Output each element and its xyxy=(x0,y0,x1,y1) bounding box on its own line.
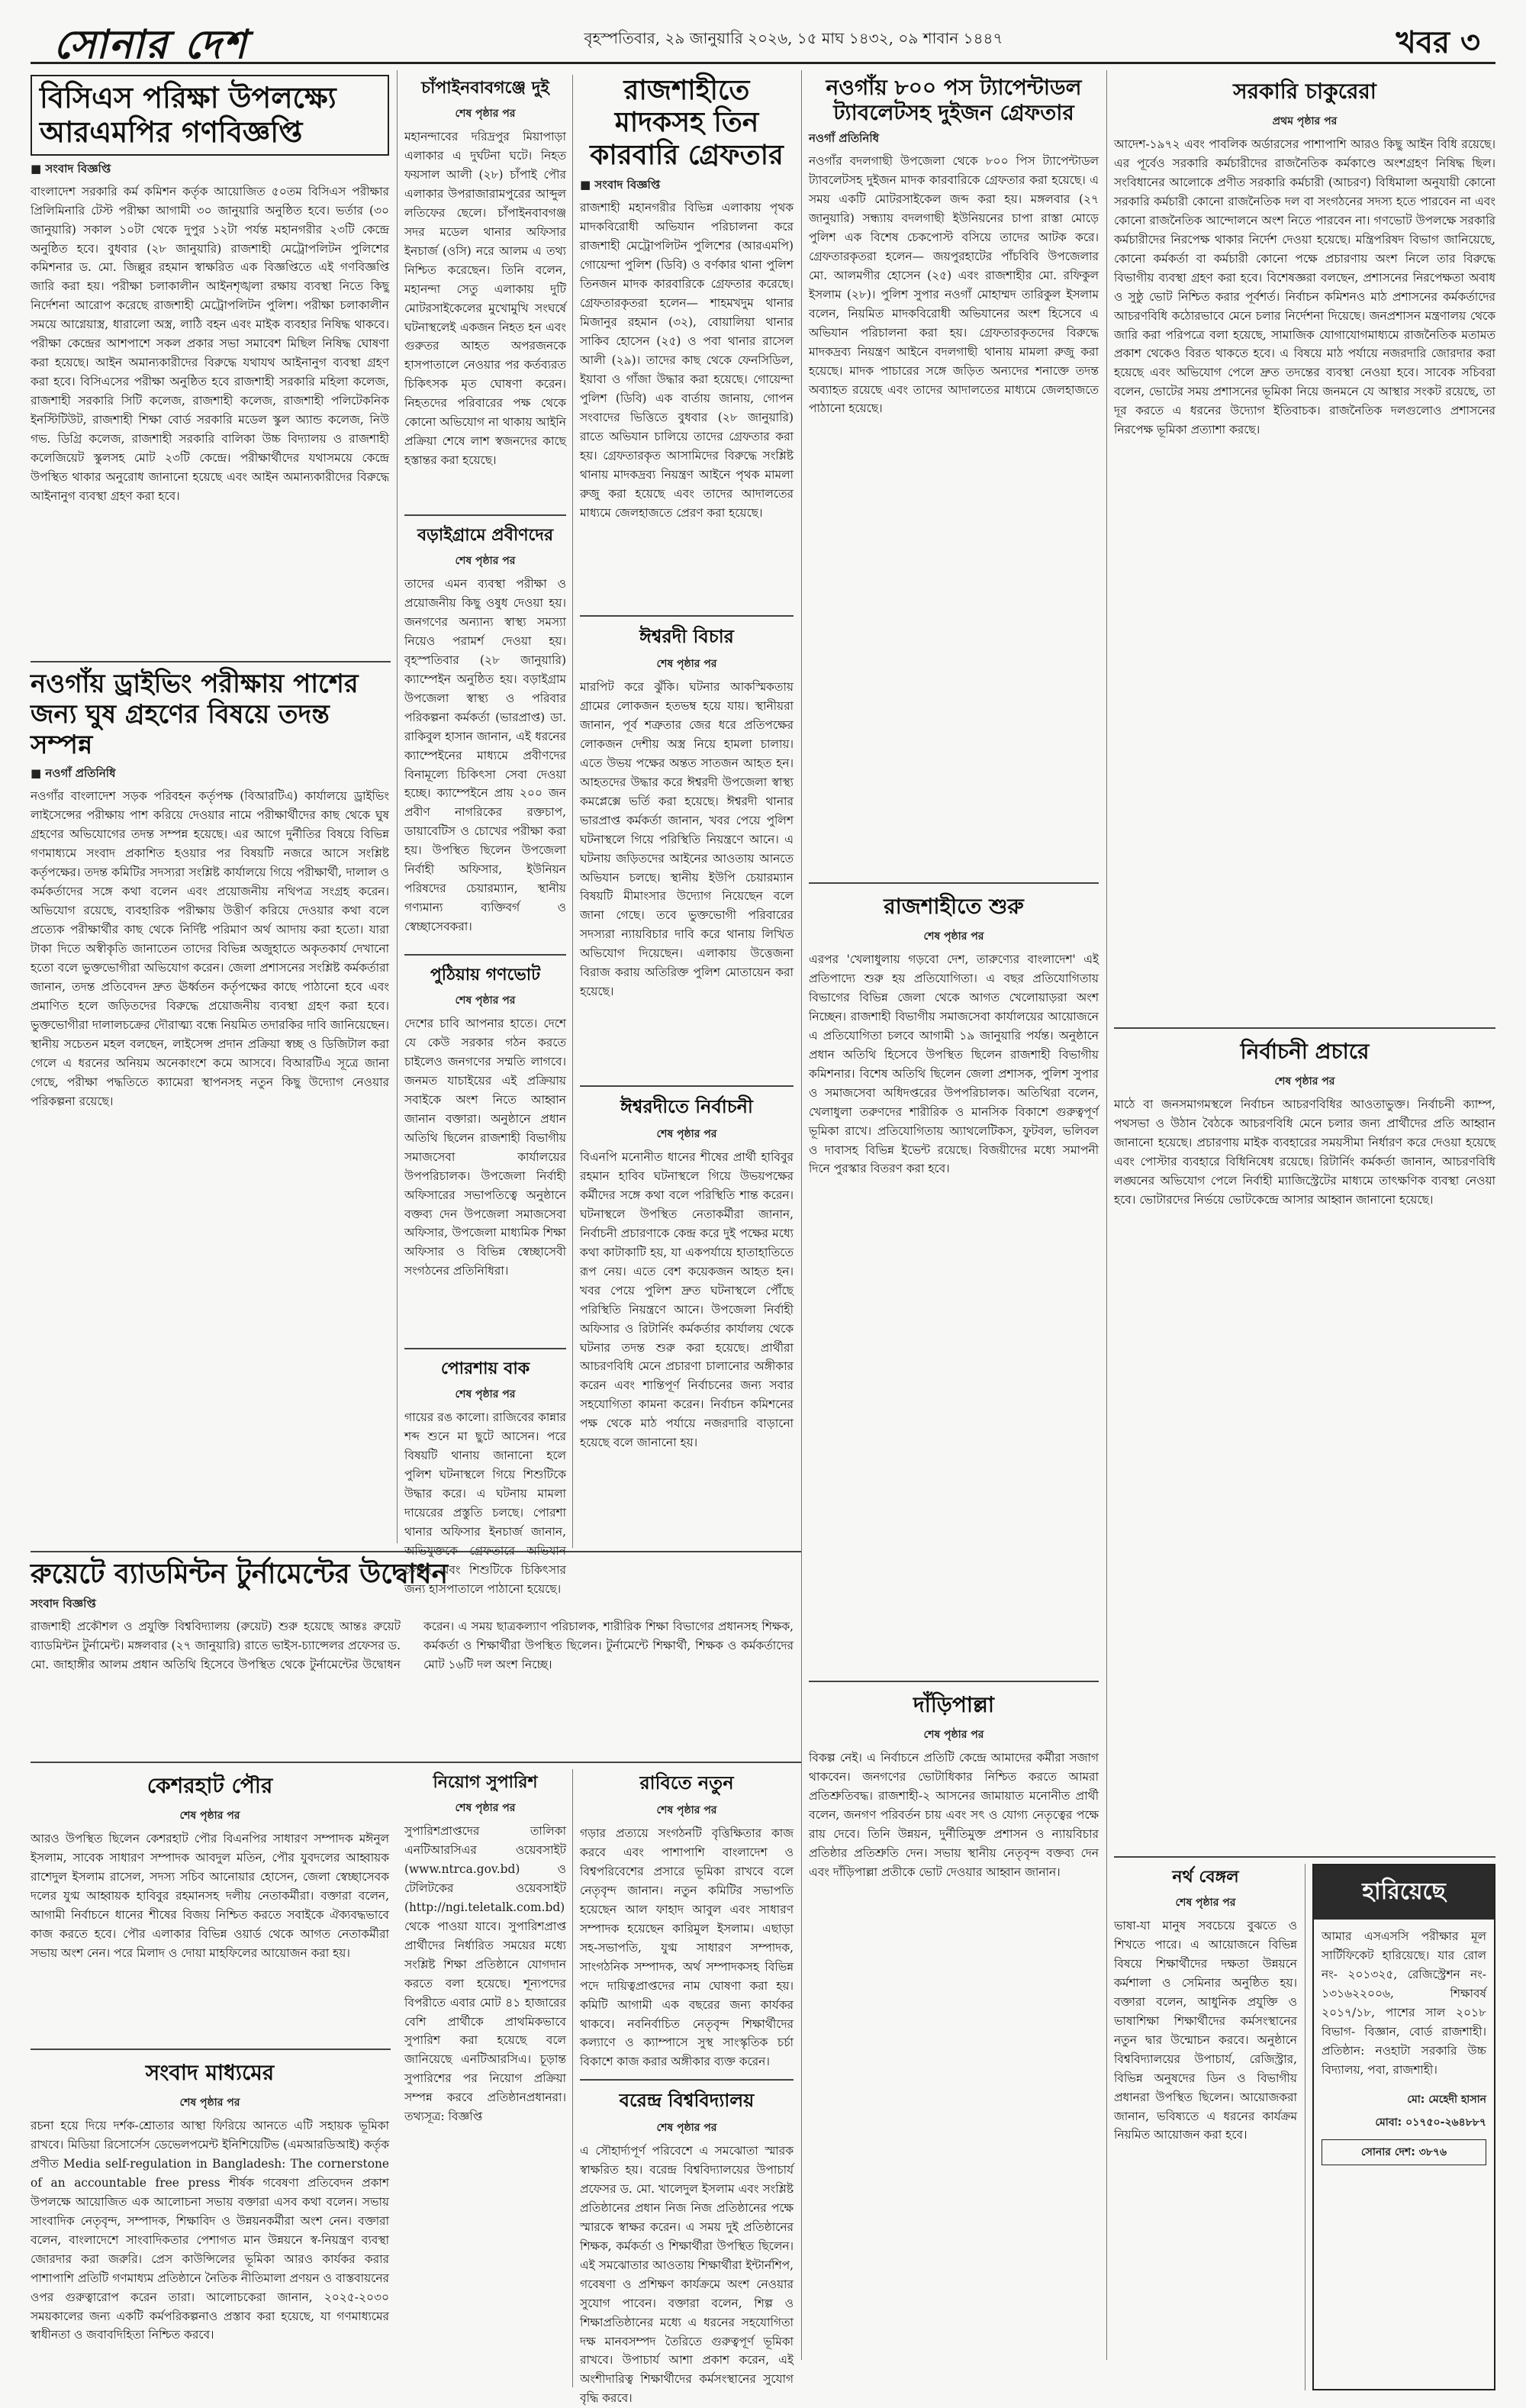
continued-label: শেষ পৃষ্ঠার পর xyxy=(656,1128,717,1140)
article-body: দেশের চাবি আপনার হাতে। দেশে যে কেউ সরকার গঠন করতে চাইলেও জনগণের সম্মতি লাগবে। জনমত যাচাইয়ের এই প্রক্রিয়ায় সবাইকে অংশ নিতে আহ্বান জানান বক্তারা। অনুষ্ঠানে প্রধান অতিথি ছিলেন রাজশাহী বিভাগীয় সমাজসেবা কার্যালয়ের উপপরিচালক। উপজেলা নির্বাহী অফিসারের সভাপতিত্বে অনুষ্ঠানে বক্তব্য দেন উপজেলা সমাজসেবা অফিসার, উপজেলা মাধ্যমিক শিক্ষা অফিসার ও বিভিন্ন স্বেচ্ছাসেবী সংগঠনের প্রতিনিধিরা। xyxy=(404,1017,566,1278)
lost-notice-body: আমার এসএসসি পরীক্ষার মূল সার্টিফিকেট হারিয়েছে। যার রোল নং- ২০১৩২৫, রেজিস্ট্রেশন নং- ১৩১৬২২০০৬, শিক্ষাবর্ষ ২০১৭/১৮, পাশের সাল ২০১৮ বিভাগ- বিজ্ঞান, বোর্ড রাজশাহী। প্রতিষ্ঠান: নওহাটা সরকারি উচ্চ বিদ্যালয়, পবা, রাজশাহী। xyxy=(1322,1929,1486,2077)
story-ishwardi-trial xyxy=(580,623,794,1081)
headline: সংবাদ মাধ্যমের xyxy=(145,2060,275,2085)
headline: পুঠিয়ায় গণভোট xyxy=(430,965,541,985)
story-ishwardi-election xyxy=(580,1093,794,1547)
story-porsha xyxy=(404,1356,566,1596)
headline: নওগাঁয় ৮০০ পস ট্যাপেন্টাডল ট্যাবলেটসহ দুইজন গ্রেফতার xyxy=(826,75,1082,126)
article-body: এ সৌহার্দ্যপূর্ণ পরিবেশে এ সমঝোতা স্মারক স্বাক্ষরিত হয়। বরেন্দ্র বিশ্ববিদ্যালয়ের উপাচার্য প্রফেসর ড. মো. খালেদুল ইসলাম এবং সংশ্লিষ্ট প্রতিষ্ঠানের প্রধান নিজ নিজ প্রতিষ্ঠানের পক্ষে স্মারকে স্বাক্ষর করেন। এ সময় দুই প্রতিষ্ঠানের শিক্ষক, কর্মকর্তা ও শিক্ষার্থীরা উপস্থিত ছিলেন। এই সমঝোতার আওতায় শিক্ষার্থীরা ইন্টার্নশিপ, গবেষণা ও প্রশিক্ষণ কার্যক্রমে অংশ নেওয়ার সুযোগ পাবেন। বক্তারা বলেন, শিল্প ও শিক্ষাপ্রতিষ্ঠানের মধ্যে এ ধরনের সহযোগিতা দক্ষ মানবসম্পদ তৈরিতে গুরুত্বপূর্ণ ভূমিকা রাখবে। উপাচার্য আশা প্রকাশ করেন, এই অংশীদারিত্ব শিক্ষার্থীদের কর্মসংস্থানের সুযোগ বৃদ্ধি করবে। xyxy=(580,2144,794,2406)
story-rabi-new xyxy=(580,1769,794,2074)
continued-label: শেষ পৃষ্ঠার পর xyxy=(455,108,516,120)
headline: রুয়েটে ব্যাডমিন্টন টুর্নামেন্টের উদ্বোধন xyxy=(31,1559,449,1590)
article-body: সুপারিশপ্রাপ্তদের তালিকা এনটিআরসিএর ওয়েবসাইট (www.ntrca.gov.bd) ও টেলিটকের ওয়েবসাইট (http://ngi.teletalk.com.bd) থেকে পাওয়া যাবে। সুপারিশপ্রাপ্ত প্রার্থীদের নির্ধারিত সময়ের মধ্যে সংশ্লিষ্ট শিক্ষা প্রতিষ্ঠানে যোগদান করতে বলা হয়েছে। শূন্যপদের বিপরীতে এবার মোট ৪১ হাজারের বেশি প্রার্থীকে প্রাথমিকভাবে সুপারিশ করা হয়েছে বলে জানিয়েছে এনটিআরসিএ। চূড়ান্ত সুপারিশের পর নিয়োগ প্রক্রিয়া সম্পন্ন করবে প্রতিষ্ঠানপ্রধানরা। তথ্যসূত্র: বিজ্ঞপ্তি xyxy=(404,1824,566,2124)
story-media xyxy=(31,2056,389,2392)
continued-label: প্রথম পৃষ্ঠার পর xyxy=(1272,115,1338,127)
masthead xyxy=(31,11,1495,68)
article-body: নওগাঁর বাংলাদেশ সড়ক পরিবহন কর্তৃপক্ষ (বিআরটিএ) কার্যালয়ে ড্রাইভিং লাইসেন্সের পরীক্ষায় পাশ করিয়ে দেওয়ার নামে পরীক্ষার্থীদের কাছ থেকে ঘুষ গ্রহণের অভিযোগের তদন্ত সম্পন্ন হয়েছে। এর আগে দুর্নীতির বিষয়ে বিভিন্ন গণমাধ্যমে সংবাদ প্রকাশিত হওয়ার পর বিষয়টি নজরে আসে সংশ্লিষ্ট কর্তৃপক্ষের। তদন্ত কমিটির সদস্যরা সংশ্লিষ্ট কার্যালয়ে গিয়ে পরীক্ষার্থী, দালাল ও কর্মকর্তাদের সঙ্গে কথা বলেন এবং প্রয়োজনীয় নথিপত্র সংগ্রহ করেন। অভিযোগ রয়েছে, ব্যবহারিক পরীক্ষায় উত্তীর্ণ করিয়ে দেওয়ার কথা বলে প্রত্যেক পরীক্ষার্থীর কাছ থেকে নির্দিষ্ট পরিমাণ অর্থ আদায় করা হতো। যারা টাকা দিতে অস্বীকৃতি জানাতেন তাদের বিভিন্ন অজুহাতে অকৃতকার্য দেখানো হতো বলে ভুক্তভোগীরা অভিযোগ করেন। জেলা প্রশাসনের সংশ্লিষ্ট কর্মকর্তারা জানান, তদন্ত প্রতিবেদন দ্রুত ঊর্ধ্বতন কর্তৃপক্ষের কাছে পাঠানো হবে এবং প্রমাণিত হলে জড়িতদের বিরুদ্ধে প্রয়োজনীয় ব্যবস্থা গ্রহণ করা হবে। ভুক্তভোগীরা দালালচক্রের দৌরাত্ম্য বন্ধে নিয়মিত তদারকির দাবি জানিয়েছেন। স্থানীয় সচেতন মহল বলছেন, লাইসেন্স প্রদান প্রক্রিয়া স্বচ্ছ ও ডিজিটাল করা গেলে এ ধরনের অনিয়ম অনেকাংশে কমে আসবে। বিআরটিএ সূত্রে জানা গেছে, পরীক্ষা পদ্ধতিতে ক্যামেরা স্থাপনসহ নতুন কিছু উদ্যোগ নেওয়ার পরিকল্পনা রয়েছে। xyxy=(31,789,390,1108)
story-bcs-notice xyxy=(31,75,389,655)
headline: পোরশায় বাক xyxy=(440,1359,530,1378)
continued-label: শেষ পৃষ্ঠার পর xyxy=(455,555,516,567)
headline: বিসিএস পরিক্ষা উপলক্ষ্যে আরএমপির গণবিজ্ঞপ্তি xyxy=(31,75,389,156)
headline: রাজশাহীতে মাদকসহ তিন কারবারি গ্রেফতার xyxy=(590,75,784,171)
lost-notice-name: মো: মেহেদী হাসান xyxy=(1407,2093,1486,2106)
continued-label: শেষ পৃষ্ঠার পর xyxy=(656,2122,717,2134)
continued-label: শেষ পৃষ্ঠার পর xyxy=(656,1804,717,1816)
continued-label: শেষ পৃষ্ঠার পর xyxy=(923,930,984,943)
byline: ■ সংবাদ বিজ্ঞপ্তি xyxy=(580,178,661,192)
story-barendra xyxy=(580,2087,794,2406)
headline: কেশরহাট পৌর xyxy=(146,1773,273,1798)
headline: ঈশ্বরদী বিচার xyxy=(639,626,734,647)
article-body: তাদের এমন ব্যবস্থা পরীক্ষা ও প্রয়োজনীয় কিছু ওষুধ দেওয়া হয়। জনগণের অন্যান্য স্বাস্থ্য সমস্যা নিয়েও পরামর্শ দেওয়া হয়। বৃহস্পতিবার (২৮ জানুয়ারি) ক্যাম্পেইন অনুষ্ঠিত হয়। বড়াইগ্রাম উপজেলা স্বাস্থ্য ও পরিবার পরিকল্পনা কর্মকর্তা (ভারপ্রাপ্ত) ডা. রাকিবুল হাসান জানান, এই ধরনের ক্যাম্পেইনের মাধ্যমে প্রবীণদের বিনামূল্যে চিকিৎসা সেবা দেওয়া হচ্ছে। ক্যাম্পেইনে প্রায় ২০০ জন প্রবীণ নাগরিকের রক্তচাপ, ডায়াবেটিস ও চোখের পরীক্ষা করা হয়। উপস্থিত ছিলেন উপজেলা নির্বাহী অফিসার, ইউনিয়ন পরিষদের চেয়ারম্যান, স্থানীয় গণ্যমান্য ব্যক্তিবর্গ ও স্বেচ্ছাসেবকরা। xyxy=(404,577,566,934)
article-body: মারপিট করে ঝুঁকি। ঘটনার আকস্মিকতায় গ্রামের লোকজন হতভম্ব হয়ে যায়। স্থানীয়রা জানান, পূর্ব শত্রুতার জের ধরে প্রতিপক্ষের লোকজন দেশীয় অস্ত্র নিয়ে হামলা চালায়। এতে উভয় পক্ষের অন্তত সাতজন আহত হন। আহতদের উদ্ধার করে ঈশ্বরদী উপজেলা স্বাস্থ্য কমপ্লেক্সে ভর্তি করা হয়েছে। ঈশ্বরদী থানার ভারপ্রাপ্ত কর্মকর্তা জানান, খবর পেয়ে পুলিশ ঘটনাস্থলে গিয়ে পরিস্থিতি নিয়ন্ত্রণে আনে। এ ঘটনায় জড়িতদের আইনের আওতায় আনতে অভিযান চলছে। স্থানীয় ইউপি চেয়ারম্যান বিষয়টি মীমাংসার উদ্যোগ নিয়েছেন বলে জানা গেছে। তবে ভুক্তভোগী পরিবারের সদস্যরা ন্যায়বিচার দাবি করে থানায় লিখিত অভিযোগ দিয়েছেন। এলাকায় উত্তেজনা বিরাজ করায় অতিরিক্ত পুলিশ মোতায়েন করা হয়েছে। xyxy=(580,680,794,999)
headline: নর্থ বেঙ্গল xyxy=(1172,1868,1239,1887)
article-body: বাংলাদেশ সরকারি কর্ম কমিশন কর্তৃক আয়োজিত ৫০তম বিসিএস পরীক্ষার প্রিলিমিনারি টেস্ট পরীক্ষা আগামী ৩০ জানুয়ারি অনুষ্ঠিত হবে। ভর্তার (৩০ জানুয়ারি) সকাল ১০টা থেকে দুপুর ১২টা পর্যন্ত মহানগরীর ২৩টি কেন্দ্রে অনুষ্ঠিত হবে। বুধবার (২৮ জানুয়ারি) রাজশাহী মেট্রোপলিটন পুলিশের কমিশনার ড. মো. জিল্লুর রহমান স্বাক্ষরিত এক বিজ্ঞপ্তিতে এই গণবিজ্ঞপ্তি জারি করা হয়। পরীক্ষা চলাকালীন আইনশৃঙ্খলা রক্ষায় ব্যবস্থা নিতে কিছু নির্দেশনা আরোপ করেছে রাজশাহী মেট্রোপলিটন পুলিশ। পরীক্ষা চলাকালীন সময়ে আগ্নেয়াস্ত্র, ধারালো অস্ত্র, লাঠি বহন এবং মাইক ব্যবহার নিষিদ্ধ থাকবে। পরীক্ষা কেন্দ্রের আশপাশে সকল প্রকার সভা সমাবেশ মিছিল নিষিদ্ধ ঘোষণা করা হয়েছে। আইন অমান্যকারীদের বিরুদ্ধে যথাযথ আইনানুগ ব্যবস্থা গ্রহণ করা হবে। বিসিএসের পরীক্ষা অনুষ্ঠিত হবে রাজশাহী সরকারি মহিলা কলেজ, রাজশাহী সরকারি সিটি কলেজ, রাজশাহী কলেজ, রাজশাহী পলিটেকনিক ইনস্টিটিউট, রাজশাহী শিক্ষা বোর্ড সরকারি মডেল স্কুল অ্যান্ড কলেজ, নিউ গভ. ডিগ্রি কলেজ, রাজশাহী সরকারি বালিকা উচ্চ বিদ্যালয় ও রাজশাহী কলেজিয়েট স্কুলসহ মোট ২৩টি কেন্দ্রে। পরীক্ষার্থীদের যথাসময়ে কেন্দ্রে উপস্থিত থাকার অনুরোধ জানানো হয়েছে এবং আইন অমান্যকারীদের বিরুদ্ধে আইনানুগ ব্যবস্থা গ্রহণ করা হবে। xyxy=(31,184,389,503)
article-body: মাঠে বা জনসমাগমস্থলে নির্বাচন আচরণবিধির আওতাভুক্ত। নির্বাচনী ক্যাম্প, পথসভা ও উঠান বৈঠকে আচরণবিধি মেনে চলার জন্য প্রার্থীদের প্রতি আহ্বান জানানো হয়েছে। প্রচারণায় মাইক ব্যবহারের সময়সীমা নির্ধারণ করে দেওয়া হয়েছে এবং পোস্টার ব্যবহারে বিধিনিষেধ রয়েছে। রিটার্নিং কর্মকর্তা জানান, আচরণবিধি লঙ্ঘনের অভিযোগ পেলে নির্বাহী ম্যাজিস্ট্রেটের মাধ্যমে তাৎক্ষণিক ব্যবস্থা নেওয়া হবে। ভোটারদের নির্ভয়ে ভোটকেন্দ্রে আসার আহ্বান জানানো হয়েছে। xyxy=(1114,1098,1495,1207)
headline: রাজশাহীতে শুরু xyxy=(884,894,1024,919)
dateline: বৃহস্পতিবার, ২৯ জানুয়ারি ২০২৬, ১৫ মাঘ ১৪৩২, ০৯ শাবান ১৪৪৭ xyxy=(584,29,1003,47)
article-body: আদেশ-১৯৭২ এবং পাবলিক অর্ডারসের পাশাপাশি আরও কিছু আইন বিধি রয়েছে। এর পূর্বেও সরকারি কর্মচারীদের রাজনৈতিক কর্মকাণ্ডে অংশগ্রহণ নিষিদ্ধ ছিল। সংবিধানের আলোকে প্রণীত সরকারি কর্মচারী (আচরণ) বিধিমালা অনুযায়ী কোনো সরকারি কর্মচারী কোনো রাজনৈতিক দল বা সংগঠনের সদস্য হতে পারবেন না এবং কোনো রাজনৈতিক আন্দোলনে অংশ নিতে পারবেন না। গণভোট উপলক্ষে সরকারি কর্মচারীদের নিরপেক্ষ থাকার নির্দেশ দেওয়া হয়েছে। মন্ত্রিপরিষদ বিভাগ জানিয়েছে, কোনো কর্মকর্তা বা কর্মচারী কোনো পক্ষে প্রচারণায় অংশ নিলে তার বিরুদ্ধে বিভাগীয় ব্যবস্থা গ্রহণ করা হবে। বিশেষজ্ঞরা বলছেন, প্রশাসনের নিরপেক্ষতা অবাধ ও সুষ্ঠু ভোট নিশ্চিত করার পূর্বশর্ত। নির্বাচন কমিশনও মাঠ প্রশাসনের কর্মকর্তাদের আচরণবিধি কঠোরভাবে মেনে চলার নির্দেশনা দিয়েছে। জনপ্রশাসন মন্ত্রণালয় থেকে জারি করা পরিপত্রে বলা হয়েছে, সামাজিক যোগাযোগমাধ্যমে রাজনৈতিক মতামত প্রকাশ থেকেও বিরত থাকতে হবে। এ বিষয়ে মাঠ পর্যায়ে নজরদারি জোরদার করা হয়েছে এবং অভিযোগ পেলে দ্রুত তদন্তের ব্যবস্থা নেওয়া হবে। সাবেক সচিবরা বলেন, ভোটের সময় প্রশাসনের ভূমিকা নিয়ে জনমনে যে আস্থার সংকট রয়েছে, তা দূর করতে এ ধরনের উদ্যোগ ইতিবাচক। রাজনৈতিক দলগুলোও প্রশাসনের নিরপেক্ষ ভূমিকা প্রত্যাশা করছে। xyxy=(1114,137,1495,437)
article-body: বিএনপি মনোনীত ধানের শীষের প্রার্থী হাবিবুর রহমান হাবিব ঘটনাস্থলে গিয়ে উভয়পক্ষের কর্মীদের সঙ্গে কথা বলে পরিস্থিতি শান্ত করেন। ঘটনাস্থলে উপস্থিত নেতাকর্মীরা জানান, নির্বাচনী প্রচারণাকে কেন্দ্র করে দুই পক্ষের মধ্যে কথা কাটাকাটি হয়, যা একপর্যায়ে হাতাহাতিতে রূপ নেয়। এতে বেশ কয়েকজন আহত হন। খবর পেয়ে পুলিশ দ্রুত ঘটনাস্থলে পৌঁছে পরিস্থিতি নিয়ন্ত্রণে আনে। উপজেলা নির্বাহী অফিসার ও রিটার্নিং কর্মকর্তার কার্যালয় থেকে ঘটনার তদন্ত শুরু করা হয়েছে। প্রার্থীরা আচরণবিধি মেনে প্রচারণা চালানোর অঙ্গীকার করেন এবং শান্তিপূর্ণ নির্বাচনের জন্য সবার সহযোগিতা কামনা করেন। নির্বাচন কমিশনের পক্ষ থেকে মাঠ পর্যায়ে নজরদারি বাড়ানো হয়েছে বলে জানানো হয়। xyxy=(580,1150,794,1450)
story-rajshahi-drugs xyxy=(580,75,794,609)
story-keshorhat xyxy=(31,1769,389,2044)
headline: বড়াইগ্রামে প্রবীণদের xyxy=(417,526,554,545)
story-baraigram xyxy=(404,522,566,949)
continued-label: শেষ পৃষ্ঠার পর xyxy=(179,2097,240,2109)
continued-label: শেষ পৃষ্ঠার পর xyxy=(1175,1897,1236,1909)
lost-notice-title: হারিয়েছে xyxy=(1314,1865,1494,1920)
headline: চাঁপাইনবাবগঞ্জে দুই xyxy=(421,79,549,98)
continued-label: শেষ পৃষ্ঠার পর xyxy=(455,1388,516,1401)
headline: ঈশ্বরদীতে নির্বাচনী xyxy=(620,1096,753,1117)
continued-label: শেষ পৃষ্ঠার পর xyxy=(455,1802,516,1814)
continued-label: শেষ পৃষ্ঠার পর xyxy=(179,1810,240,1822)
article-body: ভাষা-যা মানুষ সবচেয়ে বুঝতে ও শিখতে পারে। এ আয়োজনে বিভিন্ন বিষয়ে শিক্ষার্থীদের দক্ষতা উন্নয়নে কর্মশালা ও সেমিনার অনুষ্ঠিত হয়। বক্তারা বলেন, আধুনিক প্রযুক্তি ও ভাষাশিক্ষা শিক্ষার্থীদের কর্মসংস্থানের নতুন দ্বার উন্মোচন করবে। অনুষ্ঠানে বিশ্ববিদ্যালয়ের উপাচার্য, রেজিস্ট্রার, বিভিন্ন অনুষদের ডিন ও বিভাগীয় প্রধানরা উপস্থিত ছিলেন। আয়োজকরা জানান, ভবিষ্যতে এ ধরনের কার্যক্রম নিয়মিত আয়োজন করা হবে। xyxy=(1114,1919,1297,2142)
story-ntrca xyxy=(404,1769,566,2387)
story-puthia xyxy=(404,962,566,1343)
article-body: এরপর 'খেলাধুলায় গড়বো দেশ, তারুণ্যের বাংলাদেশ' এই প্রতিপাদ্যে শুরু হয় প্রতিযোগিতা। এ বছর প্রতিযোগিতায় বিভাগের বিভিন্ন জেলা থেকে আগত খেলোয়াড়রা অংশ নিচ্ছেন। রাজশাহী বিভাগীয় সমাজসেবা কার্যালয়ের আয়োজনে এ প্রতিযোগিতা চলবে আগামী ১৯ জানুয়ারি পর্যন্ত। অনুষ্ঠানে প্রধান অতিথি হিসেবে উপস্থিত ছিলেন রাজশাহী বিভাগীয় কমিশনার। বিশেষ অতিথি ছিলেন জেলা প্রশাসক, পুলিশ সুপার ও সমাজসেবা অধিদপ্তরের উপপরিচালক। অতিথিরা বলেন, খেলাধুলা তরুণদের শারীরিক ও মানসিক বিকাশে গুরুত্বপূর্ণ ভূমিকা রাখে। প্রতিযোগিতায় অ্যাথলেটিকস, ফুটবল, ভলিবল ও দাবাসহ বিভিন্ন ইভেন্ট রয়েছে। বিজয়ীদের মধ্যে সমাপনী দিনে পুরস্কার বিতরণ করা হবে। xyxy=(809,953,1099,1176)
lost-notice xyxy=(1312,1864,1495,2390)
byline: সংবাদ বিজ্ঞপ্তি xyxy=(31,1597,96,1611)
article-body: মহানন্দাবের দরিদ্রপুর মিয়াপাড়া এলাকার এ দুর্ঘটনা ঘটে। নিহত ফয়সাল আলী (২৮) চাঁপাই পৌর এলাকার উপরাজারামপুরের আব্দুল লতিফের ছেলে। চাঁপাইনবাবগঞ্জ সদর মডেল থানার অফিসার ইনচার্জ (ওসি) নরে আলম এ তথ্য নিশ্চিত করেছেন। তিনি বলেন, মহানন্দা সেতু এলাকায় দুটি মোটরসাইকেলের মুখোমুখি সংঘর্ষে ঘটনাস্থলেই একজন নিহত হন এবং গুরুতর আহত অপরজনকে হাসপাতালে নেওয়ার পর কর্তব্যরত চিকিৎসক মৃত ঘোষণা করেন। নিহতদের পরিবারের পক্ষ থেকে কোনো অভিযোগ না থাকায় আইনি প্রক্রিয়া শেষে লাশ স্বজনদের কাছে হস্তান্তর করা হয়েছে। xyxy=(404,130,566,468)
headline: সরকারি চাকুরেরা xyxy=(1233,79,1376,104)
article-body: বিকল্প নেই। এ নির্বাচনে প্রতিটি কেন্দ্রে আমাদের কর্মীরা সজাগ থাকবেন। জনগণের ভোটাধিকার নিশ্চিত করতে আমরা প্রতিশ্রুতিবদ্ধ। রাজশাহী-২ আসনের জামায়াত মনোনীত প্রার্থী বলেন, জনগণ পরিবর্তন চায় এবং সৎ ও যোগ্য নেতৃত্বের পক্ষে রায় দেবে। তিনি উন্নয়ন, দুর্নীতিমুক্ত প্রশাসন ও ন্যায়বিচার প্রতিষ্ঠার প্রতিশ্রুতি দেন। সভায় স্থানীয় নেতৃবৃন্দ বক্তব্য দেন এবং দাঁড়িপাল্লা প্রতীকে ভোট দেওয়ার আহ্বান জানান। xyxy=(809,1751,1099,1879)
continued-label: শেষ পৃষ্ঠার পর xyxy=(455,994,516,1007)
article-body: রচনা হয়ে দিয়ে দর্শক-শ্রোতার আস্থা ফিরিয়ে আনতে এটি সহায়ক ভূমিকা রাখবে। মিডিয়া রিসোর্সেস ডেভেলপমেন্ট ইনিশিয়েটিভ (এমআরডিআই) কর্তৃক প্রণীত Media self-regulation in Bangladesh: The cornerstone of an accountable free press শীর্ষক গবেষণা প্রতিবেদন প্রকাশ উপলক্ষে আয়োজিত এক আলোচনা সভায় বক্তারা এসব কথা বলেন। সভায় সাংবাদিক নেতৃবৃন্দ, সম্পাদক, শিক্ষাবিদ ও উন্নয়নকর্মীরা অংশ নেন। বক্তারা বলেন, বাংলাদেশে সাংবাদিকতার পেশাগত মান উন্নয়নে স্ব-নিয়ন্ত্রণ ব্যবস্থা জোরদার করা জরুরি। প্রেস কাউন্সিলের ভূমিকা আরও কার্যকর করার পাশাপাশি প্রতিটি গণমাধ্যম প্রতিষ্ঠানে নৈতিক নীতিমালা প্রণয়ন ও বাস্তবায়নের ওপর গুরুত্বারোপ করেন তারা। আলোচকেরা জানান, ২০২৫-২০৩০ সময়কালের জন্য একটি কর্মপরিকল্পনাও প্রস্তাব করা হয়েছে, যা গণমাধ্যমের স্বাধীনতা ও জবাবদিহিতা নিশ্চিত করবে। xyxy=(31,2119,389,2342)
headline: নির্বাচনী প্রচারে xyxy=(1240,1039,1370,1064)
article-body: আরও উপস্থিত ছিলেন কেশরহাট পৌর বিএনপির সাধারণ সম্পাদক মঈনুল ইসলাম, সাবেক সাধারণ সম্পাদক আবদুল মতিন, পৌর যুবদলের আহ্বায়ক রাশেদুল ইসলাম রাসেল, সদস্য সচিব আনোয়ার হোসেন, জেলা স্বেচ্ছাসেবক দলের যুগ্ম আহ্বায়ক হাবিবুর রহমানসহ দলীয় নেতাকর্মীরা। বক্তারা বলেন, আগামী নির্বাচনে ধানের শীষের বিজয় নিশ্চিত করতে সবাইকে ঐক্যবদ্ধভাবে কাজ করতে হবে। পৌর এলাকার বিভিন্ন ওয়ার্ড থেকে আগত নেতাকর্মীরা সভায় অংশ নেন। পরে মিলাদ ও দোয়া মাহফিলের আয়োজন করা হয়। xyxy=(31,1832,389,1960)
story-daripalla xyxy=(809,1688,1099,2387)
headline: বরেন্দ্র বিশ্ববিদ্যালয় xyxy=(619,2090,755,2111)
page-section-label: খবর ৩ xyxy=(1396,25,1480,60)
continued-label: শেষ পৃষ্ঠার পর xyxy=(923,1729,984,1741)
story-naogaon-driving xyxy=(31,669,389,1546)
story-north-bengal xyxy=(1114,1864,1297,2390)
byline: ■ নওগাঁ প্রতিনিধি xyxy=(31,766,116,781)
headline: রাবিতে নতুন xyxy=(639,1772,734,1794)
article-body: গড়ার প্রত্যয়ে সংগঠনটি বৃত্তিক্ষিতার কাজ করবে এবং পাশাপাশি বাংলাদেশ ও বিশ্বপরিবেশের প্রসারে ভূমিকা রাখবে বলে নেতৃবৃন্দ জানান। নতুন কমিটির সভাপতি হয়েছেন আল ফাহাদ আবুল এবং সাধারণ সম্পাদক হয়েছেন কারিমুল ইসলাম। এছাড়া সহ-সভাপতি, যুগ্ম সাধারণ সম্পাদক, সাংগঠনিক সম্পাদক, অর্থ সম্পাদকসহ বিভিন্ন পদে দায়িত্বপ্রাপ্তদের নাম ঘোষণা করা হয়। কমিটি আগামী এক বছরের জন্য কার্যকর থাকবে। নবনির্বাচিত নেতৃবৃন্দ শিক্ষার্থীদের কল্যাণে ও ক্যাম্পাসে সুস্থ সাংস্কৃতিক চর্চা বিকাশে কাজ করার অঙ্গীকার ব্যক্ত করেন। xyxy=(580,1826,794,2069)
lost-notice-ref: সোনার দেশ: ৩৮৭৬ xyxy=(1322,2139,1486,2165)
headline: দাঁড়িপাল্লা xyxy=(913,1692,994,1717)
byline: নওগাঁ প্রতিনিধি xyxy=(809,131,880,146)
lost-notice-phone: মোবা: ০১৭৫০-২৬৪৮৮৭ xyxy=(1375,2116,1486,2129)
story-naogaon-tablets xyxy=(809,75,1099,876)
article-body: রাজশাহী প্রকৌশল ও প্রযুক্তি বিশ্ববিদ্যালয় (রুয়েট) শুরু হয়েছে আন্তঃ রুয়েট ব্যাডমিন্টন টুর্নামেন্ট। মঙ্গলবার (২৭ জানুয়ারি) রাতে ভাইস-চ্যান্সেলর প্রফেসর ড. মো. জাহাঙ্গীর আলম প্রধান অতিথি হিসেবে উপস্থিত থেকে টুর্নামেন্টের উদ্বোধন করেন। এ সময় ছাত্রকল্যাণ পরিচালক, শারীরিক শিক্ষা বিভাগের প্রধানসহ শিক্ষক, কর্মকর্তা ও শিক্ষার্থীরা উপস্থিত ছিলেন। টুর্নামেন্টে শিক্ষার্থী, শিক্ষক ও কর্মকর্তাদের মোট ১৬টি দল অংশ নিচ্ছে। xyxy=(31,1620,794,1672)
headline: নওগাঁয় ড্রাইভিং পরীক্ষায় পাশের জন্য ঘুষ গ্রহণের বিষয়ে তদন্ত সম্পন্ন xyxy=(31,669,359,761)
story-election-campaign xyxy=(1114,1035,1495,1852)
headline: নিয়োগ সুপারিশ xyxy=(433,1773,538,1792)
continued-label: শেষ পৃষ্ঠার পর xyxy=(656,658,717,670)
byline: ■ সংবাদ বিজ্ঞপ্তি xyxy=(31,161,111,176)
article-body: গায়ের রঙ কালো। রাজিবের কান্নার শব্দ শুনে মা ছুটে আসেন। পরে বিষয়টি থানায় জানানো হলে পুলিশ ঘটনাস্থলে গিয়ে শিশুটিকে উদ্ধার করে। এ ঘটনায় মামলা দায়েরের প্রস্তুতি চলছে। পোরশা থানার অফিসার ইনচার্জ জানান, অভিযুক্তকে গ্রেফতারে অভিযান চলছে এবং শিশুটিকে চিকিৎসার জন্য হাসপাতালে পাঠানো হয়েছে। xyxy=(404,1410,566,1596)
story-govt-employees xyxy=(1114,75,1495,1021)
story-chapai xyxy=(404,75,566,510)
article-body: রাজশাহী মহানগরীর বিভিন্ন এলাকায় পৃথক মাদকবিরোধী অভিযান পরিচালনা করে রাজশাহী মেট্রোপলিটন পুলিশের (আরএমপি) গোয়েন্দা পুলিশ (ডিবি) ও বর্ণকার থানা পুলিশ তিনজন মাদক কারবারিকে গ্রেফতার করেছে। গ্রেফতারকৃতরা হলেন— শাহমখদুম থানার মিজানুর রহমান (৩২), বোয়ালিয়া থানার সাকিব হোসেন (২৫) ও পবা থানার রাসেল আলী (২৯)। তাদের কাছ থেকে ফেনসিডিল, ইয়াবা ও গাঁজা উদ্ধার করা হয়েছে। গোয়েন্দা পুলিশ (ডিবি) এক বার্তায় জানায়, গোপন সংবাদের ভিত্তিতে বুধবার (২৮ জানুয়ারি) রাতে অভিযান চালিয়ে তাদের গ্রেফতার করা হয়। গ্রেফতারকৃত আসামিদের বিরুদ্ধে সংশ্লিষ্ট থানায় মাদকদ্রব্য নিয়ন্ত্রণ আইনে পৃথক মামলা রুজু করা হয়েছে এবং তাদের আদালতের মাধ্যমে জেলহাজতে প্রেরণ করা হয়েছে। xyxy=(580,201,794,520)
newspaper-logo: সোনার দেশ xyxy=(53,22,248,68)
story-rajshahi-start xyxy=(809,890,1099,1676)
continued-label: শেষ পৃষ্ঠার পর xyxy=(1274,1075,1335,1088)
article-body: নওগাঁর বদলগাছী উপজেলা থেকে ৮০০ পিস ট্যাপেন্টাডল ট্যাবলেটসহ দুইজন মাদক কারবারিকে গ্রেফতার করা হয়েছে। এ সময় একটি মোটরসাইকেল জব্দ করা হয়। মঙ্গলবার (২৭ জানুয়ারি) সন্ধ্যায় বদলগাছী ইউনিয়নের চাপা রাস্তা মোড়ে পুলিশ এক বিশেষ চেকপোস্ট বসিয়ে তাদের আটক করে। গ্রেফতারকৃতরা হলেন— জয়পুরহাটের পাঁচবিবি উপজেলার মো. আলমগীর হোসেন (২৫) এবং রাজশাহীর মো. রফিকুল ইসলাম (২৮)। পুলিশ সুপার নওগাঁ মোহাম্মদ তারিকুল ইসলাম বলেন, নিয়মিত মাদকবিরোধী অভিযানের অংশ হিসেবে এ অভিযান পরিচালনা করা হয়। গ্রেফতারকৃতদের বিরুদ্ধে মাদকদ্রব্য নিয়ন্ত্রণ আইনে বদলগাছী থানায় মামলা রুজু করা হয়েছে। মাদক পাচারের সঙ্গে জড়িত অন্যদের শনাক্তে তদন্ত অব্যাহত রয়েছে এবং তাদের আদালতের মাধ্যমে জেলহাজতে পাঠানো হয়েছে। xyxy=(809,154,1099,416)
